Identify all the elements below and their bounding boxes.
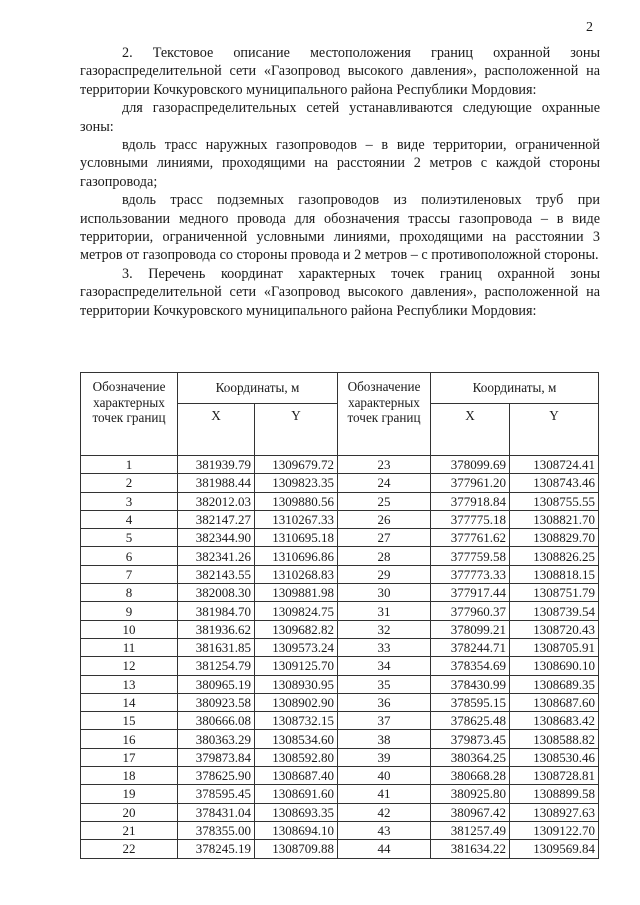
point-number: 4 bbox=[81, 510, 178, 528]
table-row bbox=[81, 675, 599, 693]
table-row bbox=[81, 638, 599, 656]
coord-x: 377918.84 bbox=[431, 492, 510, 510]
coord-x: 380666.08 bbox=[178, 712, 255, 730]
header-coords-left: Координаты, м bbox=[178, 373, 338, 404]
point-number: 35 bbox=[338, 675, 431, 693]
point-number: 36 bbox=[338, 693, 431, 711]
coord-x: 381984.70 bbox=[178, 602, 255, 620]
coord-y: 1308743.46 bbox=[510, 474, 599, 492]
coord-x: 381257.49 bbox=[431, 821, 510, 839]
coord-x: 380925.80 bbox=[431, 785, 510, 803]
coord-y: 1308588.82 bbox=[510, 730, 599, 748]
coord-x: 377775.18 bbox=[431, 510, 510, 528]
table-row bbox=[81, 840, 599, 858]
coord-x: 377917.44 bbox=[431, 584, 510, 602]
coord-y: 1308739.54 bbox=[510, 602, 599, 620]
point-number: 19 bbox=[81, 785, 178, 803]
table-row bbox=[81, 712, 599, 730]
header-x-right: X bbox=[431, 404, 510, 456]
point-number: 23 bbox=[338, 456, 431, 474]
point-number: 32 bbox=[338, 620, 431, 638]
coord-x: 379873.84 bbox=[178, 748, 255, 766]
table-row bbox=[81, 821, 599, 839]
coord-x: 378354.69 bbox=[431, 657, 510, 675]
coord-y: 1308694.10 bbox=[255, 821, 338, 839]
paragraph-external-pipelines: вдоль трасс наружных газопроводов – в виде территории, ограниченной условными линиями, проходящими на расстоянии 2 метров с каждой стороны газопровода; bbox=[80, 137, 600, 190]
coord-x: 381936.62 bbox=[178, 620, 255, 638]
header-x-left: X bbox=[178, 404, 255, 456]
point-number: 41 bbox=[338, 785, 431, 803]
coord-x: 378244.71 bbox=[431, 638, 510, 656]
point-number: 18 bbox=[81, 767, 178, 785]
coord-y: 1308728.81 bbox=[510, 767, 599, 785]
coord-y: 1308927.63 bbox=[510, 803, 599, 821]
coord-y: 1308829.70 bbox=[510, 529, 599, 547]
coord-x: 381988.44 bbox=[178, 474, 255, 492]
coord-x: 378099.21 bbox=[431, 620, 510, 638]
table-row bbox=[81, 510, 599, 528]
coord-y: 1308687.60 bbox=[510, 693, 599, 711]
table-row bbox=[81, 565, 599, 583]
coord-x: 380364.25 bbox=[431, 748, 510, 766]
point-number: 28 bbox=[338, 547, 431, 565]
table-row bbox=[81, 529, 599, 547]
coord-y: 1308826.25 bbox=[510, 547, 599, 565]
coord-x: 377759.58 bbox=[431, 547, 510, 565]
point-number: 25 bbox=[338, 492, 431, 510]
coord-y: 1308690.10 bbox=[510, 657, 599, 675]
point-number: 33 bbox=[338, 638, 431, 656]
point-number: 15 bbox=[81, 712, 178, 730]
coord-y: 1308751.79 bbox=[510, 584, 599, 602]
coord-x: 381254.79 bbox=[178, 657, 255, 675]
coord-x: 379873.45 bbox=[431, 730, 510, 748]
coord-y: 1308592.80 bbox=[255, 748, 338, 766]
coord-x: 380363.29 bbox=[178, 730, 255, 748]
point-number: 30 bbox=[338, 584, 431, 602]
table-row bbox=[81, 620, 599, 638]
coord-x: 381939.79 bbox=[178, 456, 255, 474]
coord-y: 1308534.60 bbox=[255, 730, 338, 748]
table-row bbox=[81, 730, 599, 748]
coord-y: 1310267.33 bbox=[255, 510, 338, 528]
coord-x: 382344.90 bbox=[178, 529, 255, 547]
paragraph-zones-intro: для газораспределительных сетей устанавливаются следующие охранные зоны: bbox=[80, 100, 600, 135]
point-number: 9 bbox=[81, 602, 178, 620]
point-number: 42 bbox=[338, 803, 431, 821]
paragraph-coordinates-heading: 3. Перечень координат характерных точек границ охранной зоны газораспределительной сети «Газопровод высокого давления», расположенной на территории Кочкуровского муниципального района Республики Мордовия: bbox=[80, 265, 600, 319]
coord-x: 378355.00 bbox=[178, 821, 255, 839]
point-number: 10 bbox=[81, 620, 178, 638]
coord-y: 1308687.40 bbox=[255, 767, 338, 785]
coord-x: 378099.69 bbox=[431, 456, 510, 474]
point-number: 34 bbox=[338, 657, 431, 675]
coord-x: 377761.62 bbox=[431, 529, 510, 547]
point-number: 43 bbox=[338, 821, 431, 839]
coord-y: 1308705.91 bbox=[510, 638, 599, 656]
point-number: 31 bbox=[338, 602, 431, 620]
coord-y: 1308724.41 bbox=[510, 456, 599, 474]
coord-y: 1308720.43 bbox=[510, 620, 599, 638]
coord-y: 1309122.70 bbox=[510, 821, 599, 839]
paragraph-zone-description-heading: 2. Текстовое описание местоположения границ охранной зоны газораспределительной сети «Газопровод высокого давления», расположенной на территории Кочкуровского муниципального района Республики Мордовия: bbox=[80, 45, 600, 98]
coord-x: 380965.19 bbox=[178, 675, 255, 693]
coord-y: 1309881.98 bbox=[255, 584, 338, 602]
table-row bbox=[81, 602, 599, 620]
coord-x: 381631.85 bbox=[178, 638, 255, 656]
table-row bbox=[81, 492, 599, 510]
point-number: 24 bbox=[338, 474, 431, 492]
table-row bbox=[81, 785, 599, 803]
table-row bbox=[81, 456, 599, 474]
point-number: 40 bbox=[338, 767, 431, 785]
coord-y: 1308530.46 bbox=[510, 748, 599, 766]
point-number: 12 bbox=[81, 657, 178, 675]
coord-y: 1308902.90 bbox=[255, 693, 338, 711]
coord-x: 378430.99 bbox=[431, 675, 510, 693]
table-row bbox=[81, 474, 599, 492]
point-number: 14 bbox=[81, 693, 178, 711]
coord-x: 378595.15 bbox=[431, 693, 510, 711]
coord-x: 381634.22 bbox=[431, 840, 510, 858]
point-number: 37 bbox=[338, 712, 431, 730]
coord-x: 378245.19 bbox=[178, 840, 255, 858]
coord-x: 382341.26 bbox=[178, 547, 255, 565]
table-row bbox=[81, 693, 599, 711]
coord-y: 1308930.95 bbox=[255, 675, 338, 693]
point-number: 5 bbox=[81, 529, 178, 547]
point-number: 6 bbox=[81, 547, 178, 565]
table-row bbox=[81, 767, 599, 785]
paragraph-underground-pipelines: вдоль трасс подземных газопроводов из полиэтиленовых труб при использовании медного провода для обозначения трассы газопровода – в виде территории, ограниченной условными линиями, проходящими на расстоянии 3 метров от газопровода со стороны провода и 2 метров – с противоположной стороны. bbox=[80, 192, 600, 264]
coordinates-table bbox=[80, 372, 599, 859]
table-row bbox=[81, 547, 599, 565]
coord-y: 1309125.70 bbox=[255, 657, 338, 675]
coord-y: 1309824.75 bbox=[255, 602, 338, 620]
document-body bbox=[80, 44, 600, 320]
table-row bbox=[81, 584, 599, 602]
header-y-right: Y bbox=[510, 404, 599, 456]
header-point-right: Обозначение характерных точек границ bbox=[338, 373, 431, 456]
point-number: 7 bbox=[81, 565, 178, 583]
coord-x: 380668.28 bbox=[431, 767, 510, 785]
coord-y: 1310695.18 bbox=[255, 529, 338, 547]
coord-y: 1308818.15 bbox=[510, 565, 599, 583]
coord-y: 1308683.42 bbox=[510, 712, 599, 730]
coord-y: 1308732.15 bbox=[255, 712, 338, 730]
point-number: 26 bbox=[338, 510, 431, 528]
point-number: 17 bbox=[81, 748, 178, 766]
point-number: 21 bbox=[81, 821, 178, 839]
point-number: 29 bbox=[338, 565, 431, 583]
coord-x: 382008.30 bbox=[178, 584, 255, 602]
header-point-left: Обозначение характерных точек границ bbox=[81, 373, 178, 456]
coord-y: 1308689.35 bbox=[510, 675, 599, 693]
coord-y: 1308899.58 bbox=[510, 785, 599, 803]
coord-y: 1308691.60 bbox=[255, 785, 338, 803]
table-row bbox=[81, 803, 599, 821]
point-number: 20 bbox=[81, 803, 178, 821]
coord-x: 380923.58 bbox=[178, 693, 255, 711]
table-row bbox=[81, 657, 599, 675]
point-number: 1 bbox=[81, 456, 178, 474]
header-y-left: Y bbox=[255, 404, 338, 456]
coord-x: 378625.48 bbox=[431, 712, 510, 730]
table-row bbox=[81, 748, 599, 766]
coord-y: 1309823.35 bbox=[255, 474, 338, 492]
coord-y: 1308821.70 bbox=[510, 510, 599, 528]
coord-x: 378595.45 bbox=[178, 785, 255, 803]
coord-y: 1309880.56 bbox=[255, 492, 338, 510]
point-number: 3 bbox=[81, 492, 178, 510]
point-number: 16 bbox=[81, 730, 178, 748]
point-number: 22 bbox=[81, 840, 178, 858]
coord-y: 1308709.88 bbox=[255, 840, 338, 858]
point-number: 8 bbox=[81, 584, 178, 602]
coord-x: 382147.27 bbox=[178, 510, 255, 528]
coord-y: 1309573.24 bbox=[255, 638, 338, 656]
coord-y: 1309679.72 bbox=[255, 456, 338, 474]
coord-x: 382143.55 bbox=[178, 565, 255, 583]
point-number: 44 bbox=[338, 840, 431, 858]
coord-y: 1309682.82 bbox=[255, 620, 338, 638]
point-number: 38 bbox=[338, 730, 431, 748]
coord-x: 377960.37 bbox=[431, 602, 510, 620]
coord-x: 380967.42 bbox=[431, 803, 510, 821]
coord-x: 378431.04 bbox=[178, 803, 255, 821]
coord-y: 1308755.55 bbox=[510, 492, 599, 510]
header-coords-right: Координаты, м bbox=[431, 373, 599, 404]
coord-y: 1310696.86 bbox=[255, 547, 338, 565]
coord-y: 1308693.35 bbox=[255, 803, 338, 821]
coord-y: 1309569.84 bbox=[510, 840, 599, 858]
coord-x: 377961.20 bbox=[431, 474, 510, 492]
coord-x: 377773.33 bbox=[431, 565, 510, 583]
coord-x: 378625.90 bbox=[178, 767, 255, 785]
point-number: 39 bbox=[338, 748, 431, 766]
coord-y: 1310268.83 bbox=[255, 565, 338, 583]
coordinates-table-body bbox=[81, 456, 599, 859]
point-number: 27 bbox=[338, 529, 431, 547]
point-number: 2 bbox=[81, 474, 178, 492]
coord-x: 382012.03 bbox=[178, 492, 255, 510]
page-number: 2 bbox=[586, 20, 593, 35]
point-number: 13 bbox=[81, 675, 178, 693]
point-number: 11 bbox=[81, 638, 178, 656]
